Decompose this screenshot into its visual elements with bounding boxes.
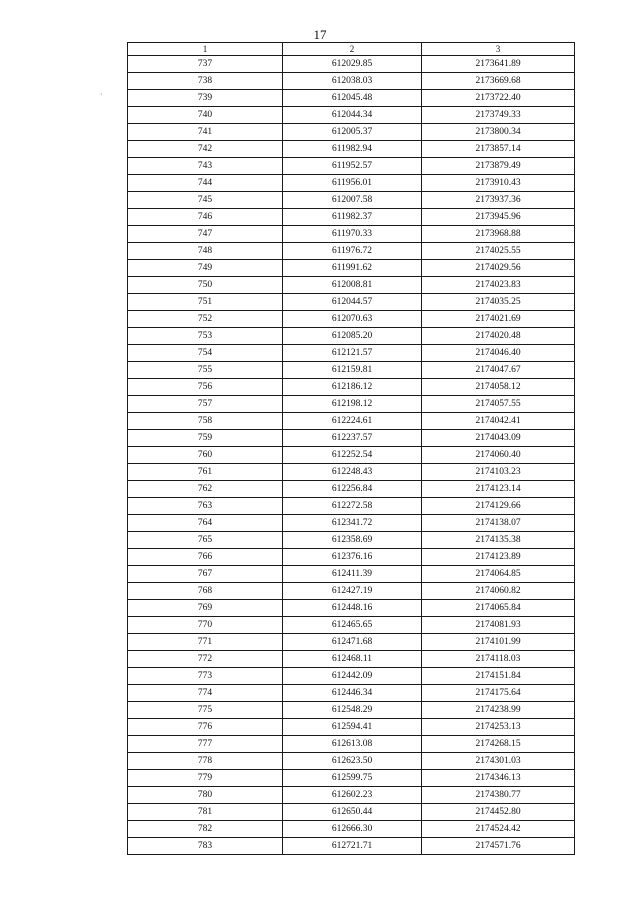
x-coordinate-cell: 612008.81 bbox=[283, 277, 422, 294]
table-row bbox=[128, 277, 575, 294]
point-number-cell: 779 bbox=[128, 770, 283, 787]
y-coordinate-cell: 2173722.40 bbox=[422, 90, 575, 107]
point-number-cell: 752 bbox=[128, 311, 283, 328]
point-number-cell: 781 bbox=[128, 804, 283, 821]
table-row bbox=[128, 311, 575, 328]
point-number-cell: 750 bbox=[128, 277, 283, 294]
y-coordinate-cell: 2174029.56 bbox=[422, 260, 575, 277]
y-coordinate-cell: 2173910.43 bbox=[422, 175, 575, 192]
table-row bbox=[128, 566, 575, 583]
point-number-cell: 774 bbox=[128, 685, 283, 702]
x-coordinate-cell: 612252.54 bbox=[283, 447, 422, 464]
point-number-cell: 756 bbox=[128, 379, 283, 396]
point-number-cell: 744 bbox=[128, 175, 283, 192]
column-header-y-coordinate: 3 bbox=[422, 43, 575, 56]
point-number-cell: 757 bbox=[128, 396, 283, 413]
coordinates-table bbox=[127, 42, 575, 855]
table-row bbox=[128, 175, 575, 192]
point-number-cell: 754 bbox=[128, 345, 283, 362]
point-number-cell: 746 bbox=[128, 209, 283, 226]
y-coordinate-cell: 2174025.55 bbox=[422, 243, 575, 260]
x-coordinate-cell: 612256.84 bbox=[283, 481, 422, 498]
y-coordinate-cell: 2174101.99 bbox=[422, 634, 575, 651]
y-coordinate-cell: 2174452.80 bbox=[422, 804, 575, 821]
column-header-point-number: 1 bbox=[128, 43, 283, 56]
table-row bbox=[128, 209, 575, 226]
x-coordinate-cell: 612198.12 bbox=[283, 396, 422, 413]
point-number-cell: 770 bbox=[128, 617, 283, 634]
x-coordinate-cell: 611970.33 bbox=[283, 226, 422, 243]
y-coordinate-cell: 2173800.34 bbox=[422, 124, 575, 141]
x-coordinate-cell: 612248.43 bbox=[283, 464, 422, 481]
point-number-cell: 760 bbox=[128, 447, 283, 464]
point-number-cell: 742 bbox=[128, 141, 283, 158]
point-number-cell: 741 bbox=[128, 124, 283, 141]
y-coordinate-cell: 2174151.84 bbox=[422, 668, 575, 685]
point-number-cell: 743 bbox=[128, 158, 283, 175]
x-coordinate-cell: 611976.72 bbox=[283, 243, 422, 260]
table-row bbox=[128, 804, 575, 821]
x-coordinate-cell: 612427.19 bbox=[283, 583, 422, 600]
x-coordinate-cell: 612465.65 bbox=[283, 617, 422, 634]
y-coordinate-cell: 2174103.23 bbox=[422, 464, 575, 481]
x-coordinate-cell: 612005.37 bbox=[283, 124, 422, 141]
point-number-cell: 782 bbox=[128, 821, 283, 838]
table-row bbox=[128, 226, 575, 243]
x-coordinate-cell: 611982.94 bbox=[283, 141, 422, 158]
table-row bbox=[128, 447, 575, 464]
y-coordinate-cell: 2174081.93 bbox=[422, 617, 575, 634]
point-number-cell: 778 bbox=[128, 753, 283, 770]
point-number-cell: 775 bbox=[128, 702, 283, 719]
y-coordinate-cell: 2174042.41 bbox=[422, 413, 575, 430]
table-row bbox=[128, 549, 575, 566]
x-coordinate-cell: 612224.61 bbox=[283, 413, 422, 430]
x-coordinate-cell: 612121.57 bbox=[283, 345, 422, 362]
y-coordinate-cell: 2174046.40 bbox=[422, 345, 575, 362]
table-row bbox=[128, 651, 575, 668]
table-row bbox=[128, 719, 575, 736]
y-coordinate-cell: 2174571.76 bbox=[422, 838, 575, 855]
y-coordinate-cell: 2174380.77 bbox=[422, 787, 575, 804]
point-number-cell: 747 bbox=[128, 226, 283, 243]
table-row bbox=[128, 396, 575, 413]
y-coordinate-cell: 2174123.14 bbox=[422, 481, 575, 498]
table-row bbox=[128, 498, 575, 515]
x-coordinate-cell: 612038.03 bbox=[283, 73, 422, 90]
x-coordinate-cell: 612548.29 bbox=[283, 702, 422, 719]
point-number-cell: 776 bbox=[128, 719, 283, 736]
x-coordinate-cell: 611982.37 bbox=[283, 209, 422, 226]
y-coordinate-cell: 2174238.99 bbox=[422, 702, 575, 719]
x-coordinate-cell: 612341.72 bbox=[283, 515, 422, 532]
table-body bbox=[128, 56, 575, 855]
point-number-cell: 755 bbox=[128, 362, 283, 379]
y-coordinate-cell: 2174060.82 bbox=[422, 583, 575, 600]
y-coordinate-cell: 2173879.49 bbox=[422, 158, 575, 175]
point-number-cell: 738 bbox=[128, 73, 283, 90]
y-coordinate-cell: 2174123.89 bbox=[422, 549, 575, 566]
x-coordinate-cell: 612159.81 bbox=[283, 362, 422, 379]
table-row bbox=[128, 736, 575, 753]
x-coordinate-cell: 612376.16 bbox=[283, 549, 422, 566]
x-coordinate-cell: 612471.68 bbox=[283, 634, 422, 651]
y-coordinate-cell: 2173857.14 bbox=[422, 141, 575, 158]
table-row bbox=[128, 260, 575, 277]
y-coordinate-cell: 2174175.64 bbox=[422, 685, 575, 702]
table-row bbox=[128, 294, 575, 311]
y-coordinate-cell: 2174057.55 bbox=[422, 396, 575, 413]
y-coordinate-cell: 2174268.15 bbox=[422, 736, 575, 753]
x-coordinate-cell: 612358.69 bbox=[283, 532, 422, 549]
x-coordinate-cell: 612602.23 bbox=[283, 787, 422, 804]
point-number-cell: 783 bbox=[128, 838, 283, 855]
y-coordinate-cell: 2173641.89 bbox=[422, 56, 575, 73]
point-number-cell: 768 bbox=[128, 583, 283, 600]
y-coordinate-cell: 2174346.13 bbox=[422, 770, 575, 787]
table-row bbox=[128, 702, 575, 719]
table-row bbox=[128, 617, 575, 634]
point-number-cell: 748 bbox=[128, 243, 283, 260]
column-header-x-coordinate: 2 bbox=[283, 43, 422, 56]
x-coordinate-cell: 612085.20 bbox=[283, 328, 422, 345]
stray-mark: · bbox=[100, 90, 103, 99]
table-row bbox=[128, 124, 575, 141]
y-coordinate-cell: 2174023.83 bbox=[422, 277, 575, 294]
x-coordinate-cell: 612446.34 bbox=[283, 685, 422, 702]
y-coordinate-cell: 2174064.85 bbox=[422, 566, 575, 583]
x-coordinate-cell: 611991.62 bbox=[283, 260, 422, 277]
table-header bbox=[128, 43, 575, 56]
x-coordinate-cell: 612599.75 bbox=[283, 770, 422, 787]
table-row bbox=[128, 413, 575, 430]
y-coordinate-cell: 2174058.12 bbox=[422, 379, 575, 396]
table-row bbox=[128, 328, 575, 345]
point-number-cell: 780 bbox=[128, 787, 283, 804]
point-number-cell: 767 bbox=[128, 566, 283, 583]
table-row bbox=[128, 158, 575, 175]
x-coordinate-cell: 612594.41 bbox=[283, 719, 422, 736]
y-coordinate-cell: 2174020.48 bbox=[422, 328, 575, 345]
table-row bbox=[128, 668, 575, 685]
y-coordinate-cell: 2174138.07 bbox=[422, 515, 575, 532]
table-row bbox=[128, 583, 575, 600]
table-row bbox=[128, 481, 575, 498]
table-row bbox=[128, 787, 575, 804]
x-coordinate-cell: 612044.34 bbox=[283, 107, 422, 124]
x-coordinate-cell: 611956.01 bbox=[283, 175, 422, 192]
point-number-cell: 761 bbox=[128, 464, 283, 481]
point-number-cell: 740 bbox=[128, 107, 283, 124]
table-row bbox=[128, 73, 575, 90]
table-row bbox=[128, 821, 575, 838]
y-coordinate-cell: 2174065.84 bbox=[422, 600, 575, 617]
x-coordinate-cell: 612411.39 bbox=[283, 566, 422, 583]
point-number-cell: 749 bbox=[128, 260, 283, 277]
x-coordinate-cell: 612666.30 bbox=[283, 821, 422, 838]
x-coordinate-cell: 612029.85 bbox=[283, 56, 422, 73]
x-coordinate-cell: 612448.16 bbox=[283, 600, 422, 617]
point-number-cell: 773 bbox=[128, 668, 283, 685]
point-number-cell: 777 bbox=[128, 736, 283, 753]
table-row bbox=[128, 753, 575, 770]
y-coordinate-cell: 2174060.40 bbox=[422, 447, 575, 464]
point-number-cell: 737 bbox=[128, 56, 283, 73]
point-number-cell: 771 bbox=[128, 634, 283, 651]
y-coordinate-cell: 2173945.96 bbox=[422, 209, 575, 226]
y-coordinate-cell: 2174135.38 bbox=[422, 532, 575, 549]
x-coordinate-cell: 612721.71 bbox=[283, 838, 422, 855]
x-coordinate-cell: 612237.57 bbox=[283, 430, 422, 447]
table-row bbox=[128, 770, 575, 787]
header-row bbox=[128, 43, 575, 56]
y-coordinate-cell: 2174047.67 bbox=[422, 362, 575, 379]
table-row bbox=[128, 90, 575, 107]
x-coordinate-cell: 612442.09 bbox=[283, 668, 422, 685]
y-coordinate-cell: 2174043.09 bbox=[422, 430, 575, 447]
table-row bbox=[128, 430, 575, 447]
point-number-cell: 766 bbox=[128, 549, 283, 566]
x-coordinate-cell: 612468.11 bbox=[283, 651, 422, 668]
x-coordinate-cell: 612613.08 bbox=[283, 736, 422, 753]
x-coordinate-cell: 612650.44 bbox=[283, 804, 422, 821]
point-number-cell: 751 bbox=[128, 294, 283, 311]
point-number-cell: 772 bbox=[128, 651, 283, 668]
y-coordinate-cell: 2173937.36 bbox=[422, 192, 575, 209]
y-coordinate-cell: 2173968.88 bbox=[422, 226, 575, 243]
x-coordinate-cell: 612272.58 bbox=[283, 498, 422, 515]
y-coordinate-cell: 2174129.66 bbox=[422, 498, 575, 515]
table-row bbox=[128, 56, 575, 73]
table-row bbox=[128, 379, 575, 396]
y-coordinate-cell: 2174253.13 bbox=[422, 719, 575, 736]
y-coordinate-cell: 2173669.68 bbox=[422, 73, 575, 90]
y-coordinate-cell: 2174035.25 bbox=[422, 294, 575, 311]
x-coordinate-cell: 612623.50 bbox=[283, 753, 422, 770]
point-number-cell: 764 bbox=[128, 515, 283, 532]
y-coordinate-cell: 2174301.03 bbox=[422, 753, 575, 770]
point-number-cell: 759 bbox=[128, 430, 283, 447]
point-number-cell: 765 bbox=[128, 532, 283, 549]
page-number: 17 bbox=[313, 27, 327, 42]
x-coordinate-cell: 612070.63 bbox=[283, 311, 422, 328]
x-coordinate-cell: 611952.57 bbox=[283, 158, 422, 175]
table-row bbox=[128, 600, 575, 617]
point-number-cell: 762 bbox=[128, 481, 283, 498]
y-coordinate-cell: 2174118.03 bbox=[422, 651, 575, 668]
y-coordinate-cell: 2174524.42 bbox=[422, 821, 575, 838]
table-row bbox=[128, 243, 575, 260]
y-coordinate-cell: 2173749.33 bbox=[422, 107, 575, 124]
point-number-cell: 763 bbox=[128, 498, 283, 515]
table-row bbox=[128, 362, 575, 379]
table-row bbox=[128, 532, 575, 549]
point-number-cell: 745 bbox=[128, 192, 283, 209]
table-row bbox=[128, 141, 575, 158]
x-coordinate-cell: 612044.57 bbox=[283, 294, 422, 311]
y-coordinate-cell: 2174021.69 bbox=[422, 311, 575, 328]
table-row bbox=[128, 345, 575, 362]
table-row bbox=[128, 192, 575, 209]
table-row bbox=[128, 464, 575, 481]
table-row bbox=[128, 838, 575, 855]
table-row bbox=[128, 634, 575, 651]
table-row bbox=[128, 685, 575, 702]
x-coordinate-cell: 612007.58 bbox=[283, 192, 422, 209]
x-coordinate-cell: 612045.48 bbox=[283, 90, 422, 107]
x-coordinate-cell: 612186.12 bbox=[283, 379, 422, 396]
table-row bbox=[128, 515, 575, 532]
point-number-cell: 753 bbox=[128, 328, 283, 345]
point-number-cell: 739 bbox=[128, 90, 283, 107]
table-row bbox=[128, 107, 575, 124]
point-number-cell: 758 bbox=[128, 413, 283, 430]
point-number-cell: 769 bbox=[128, 600, 283, 617]
